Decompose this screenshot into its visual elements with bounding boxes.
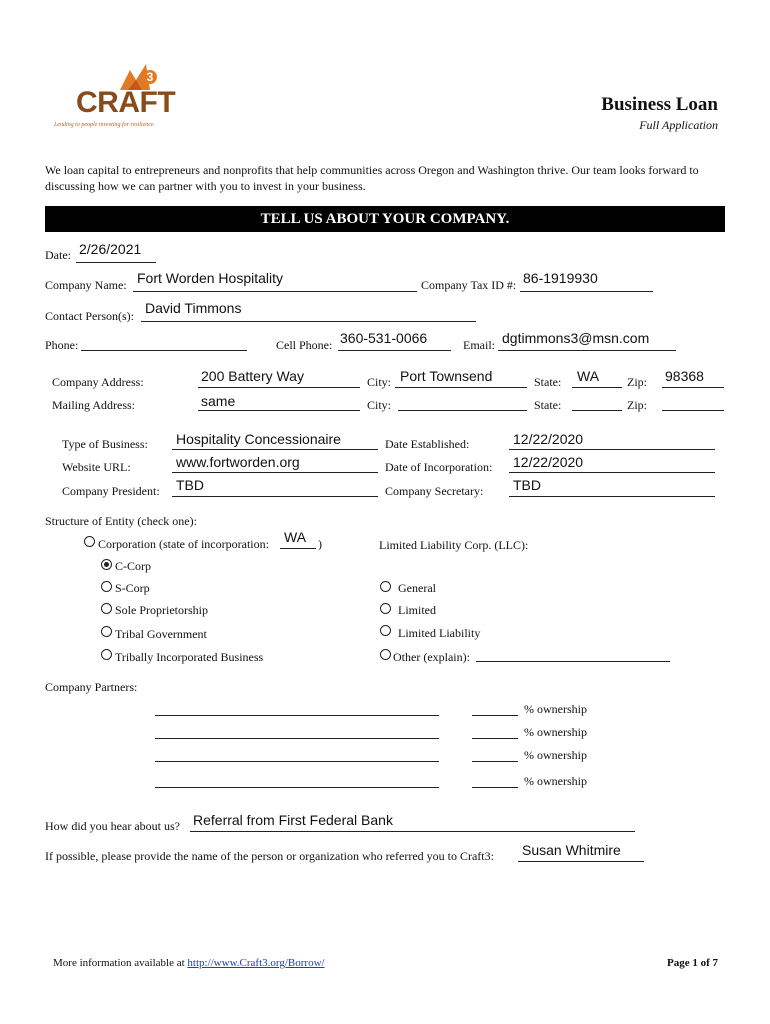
partner-ownership-line[interactable] bbox=[472, 738, 518, 739]
mailing-state-line[interactable] bbox=[572, 410, 622, 411]
secretary-label: Company Secretary: bbox=[385, 484, 484, 498]
llc-label: Limited Liability Corp. (LLC): bbox=[379, 538, 529, 552]
option-c-corp-label: C-Corp bbox=[115, 559, 151, 573]
referred-by-label: If possible, please provide the name of the person or organization who referred you to Craft3: bbox=[45, 849, 494, 863]
craft3-logo bbox=[50, 62, 190, 134]
partner-ownership-line[interactable] bbox=[472, 715, 518, 716]
ownership-label: % ownership bbox=[524, 774, 587, 788]
radio-limited-liability[interactable] bbox=[380, 625, 391, 636]
president-label: Company President: bbox=[62, 484, 160, 498]
date-established-label: Date Established: bbox=[385, 437, 470, 451]
option-tribally-incorporated-label: Tribally Incorporated Business bbox=[115, 650, 264, 664]
partner-name-line[interactable] bbox=[155, 787, 439, 788]
partner-ownership-line[interactable] bbox=[472, 787, 518, 788]
option-s-corp-label: S-Corp bbox=[115, 581, 150, 595]
referred-by-line[interactable] bbox=[518, 861, 644, 862]
company-state-line[interactable] bbox=[572, 387, 622, 388]
footer-borrow-link[interactable]: http://www.Craft3.org/Borrow/ bbox=[187, 957, 325, 969]
cell-phone-line[interactable] bbox=[338, 350, 451, 351]
type-of-business-line[interactable] bbox=[172, 449, 378, 450]
secretary-value[interactable]: TBD bbox=[513, 477, 541, 493]
radio-tribally-incorporated[interactable] bbox=[101, 649, 112, 660]
date-incorporation-label: Date of Incorporation: bbox=[385, 460, 493, 474]
president-line[interactable] bbox=[172, 496, 378, 497]
company-city-line[interactable] bbox=[395, 387, 527, 388]
company-state-label: State: bbox=[534, 375, 562, 389]
phone-line[interactable] bbox=[81, 350, 247, 351]
company-name-line[interactable] bbox=[133, 291, 417, 292]
radio-c-corp[interactable] bbox=[101, 559, 112, 570]
mailing-state-label: State: bbox=[534, 398, 562, 412]
footer-more-info-text: More information available at bbox=[53, 957, 185, 969]
company-city-label: City: bbox=[367, 375, 392, 389]
section-banner: TELL US ABOUT YOUR COMPANY. bbox=[45, 206, 725, 232]
cell-phone-value[interactable]: 360-531-0066 bbox=[340, 330, 428, 346]
mailing-city-label: City: bbox=[367, 398, 392, 412]
mailing-address-value[interactable]: same bbox=[201, 393, 236, 409]
radio-limited[interactable] bbox=[380, 603, 391, 614]
contact-person-label: Contact Person(s): bbox=[45, 309, 134, 323]
email-line[interactable] bbox=[498, 350, 676, 351]
other-explain-line[interactable] bbox=[476, 661, 670, 662]
company-zip-value[interactable]: 98368 bbox=[665, 368, 704, 384]
option-sole-proprietorship-label: Sole Proprietorship bbox=[115, 603, 208, 617]
radio-other[interactable] bbox=[380, 649, 391, 660]
secretary-line[interactable] bbox=[509, 496, 715, 497]
mailing-city-line[interactable] bbox=[398, 410, 527, 411]
page-title: Business Loan bbox=[601, 94, 718, 115]
email-label: Email: bbox=[463, 338, 495, 352]
type-of-business-value[interactable]: Hospitality Concessionaire bbox=[176, 431, 341, 447]
corporation-state-value[interactable]: WA bbox=[284, 529, 307, 545]
date-incorporation-value[interactable]: 12/22/2020 bbox=[513, 454, 584, 470]
radio-general[interactable] bbox=[380, 581, 391, 592]
radio-tribal-government[interactable] bbox=[101, 626, 112, 637]
ownership-label: % ownership bbox=[524, 725, 587, 739]
tax-id-value[interactable]: 86-1919930 bbox=[523, 270, 598, 286]
page-subtitle: Full Application bbox=[639, 118, 718, 132]
partner-name-line[interactable] bbox=[155, 715, 439, 716]
contact-person-value[interactable]: David Timmons bbox=[145, 300, 242, 316]
company-address-value[interactable]: 200 Battery Way bbox=[201, 368, 304, 384]
option-limited-liability-label: Limited Liability bbox=[398, 626, 481, 640]
option-general-label: General bbox=[398, 581, 436, 595]
intro-paragraph: We loan capital to entrepreneurs and nonprofits that help communities across Oregon and Washington thrive. Our team looks forward to discussing how we can partner with you to invest in your business. bbox=[45, 163, 699, 193]
website-line[interactable] bbox=[172, 472, 378, 473]
heard-about-label: How did you hear about us? bbox=[45, 819, 180, 833]
cell-phone-label: Cell Phone: bbox=[276, 338, 333, 352]
option-other-label: Other (explain): bbox=[393, 650, 470, 664]
website-label: Website URL: bbox=[62, 460, 131, 474]
partner-ownership-line[interactable] bbox=[472, 761, 518, 762]
company-name-label: Company Name: bbox=[45, 278, 127, 292]
logo-wordmark: CRAFT bbox=[76, 86, 176, 119]
radio-s-corp[interactable] bbox=[101, 581, 112, 592]
corporation-label: Corporation (state of incorporation: bbox=[98, 537, 269, 551]
ownership-label: % ownership bbox=[524, 702, 587, 716]
president-value[interactable]: TBD bbox=[176, 477, 204, 493]
date-field-line[interactable] bbox=[76, 262, 156, 263]
company-city-value[interactable]: Port Townsend bbox=[400, 368, 493, 384]
company-zip-line[interactable] bbox=[662, 387, 724, 388]
company-name-value[interactable]: Fort Worden Hospitality bbox=[137, 270, 284, 286]
structure-label: Structure of Entity (check one): bbox=[45, 514, 197, 528]
mailing-address-label: Mailing Address: bbox=[52, 398, 135, 412]
option-limited-label: Limited bbox=[398, 603, 436, 617]
partners-label: Company Partners: bbox=[45, 680, 138, 694]
company-zip-label: Zip: bbox=[627, 375, 647, 389]
website-value[interactable]: www.fortworden.org bbox=[176, 454, 300, 470]
date-established-value[interactable]: 12/22/2020 bbox=[513, 431, 584, 447]
tax-id-label: Company Tax ID #: bbox=[421, 278, 517, 292]
mailing-zip-line[interactable] bbox=[662, 410, 724, 411]
mailing-address-line[interactable] bbox=[198, 410, 360, 411]
date-incorporation-line[interactable] bbox=[509, 472, 715, 473]
date-established-line[interactable] bbox=[509, 449, 715, 450]
mailing-zip-label: Zip: bbox=[627, 398, 647, 412]
email-value[interactable]: dgtimmons3@msn.com bbox=[502, 330, 650, 346]
ownership-label: % ownership bbox=[524, 748, 587, 762]
partner-name-line[interactable] bbox=[155, 738, 439, 739]
heard-about-line[interactable] bbox=[190, 831, 635, 832]
logo-superscript: 3 bbox=[143, 70, 157, 84]
logo-tagline: Lending to people investing for resilience bbox=[54, 122, 154, 128]
company-address-line[interactable] bbox=[198, 387, 360, 388]
company-state-value[interactable]: WA bbox=[577, 368, 600, 384]
corporation-close: ) bbox=[318, 537, 322, 551]
referred-by-value[interactable]: Susan Whitmire bbox=[522, 842, 621, 858]
date-label: Date: bbox=[45, 248, 71, 262]
corporation-radio[interactable] bbox=[84, 536, 95, 547]
option-tribal-government-label: Tribal Government bbox=[115, 627, 207, 641]
corporation-state-line[interactable] bbox=[280, 548, 316, 549]
partner-name-line[interactable] bbox=[155, 761, 439, 762]
page-number: Page 1 of 7 bbox=[666, 957, 718, 969]
type-of-business-label: Type of Business: bbox=[62, 437, 148, 451]
date-value[interactable]: 2/26/2021 bbox=[79, 241, 142, 257]
phone-label: Phone: bbox=[45, 338, 79, 352]
radio-sole-proprietorship[interactable] bbox=[101, 603, 112, 614]
company-address-label: Company Address: bbox=[52, 375, 144, 389]
heard-about-value[interactable]: Referral from First Federal Bank bbox=[193, 812, 393, 828]
tax-id-line[interactable] bbox=[520, 291, 653, 292]
footer-more-info bbox=[53, 957, 325, 969]
contact-person-line[interactable] bbox=[141, 321, 476, 322]
